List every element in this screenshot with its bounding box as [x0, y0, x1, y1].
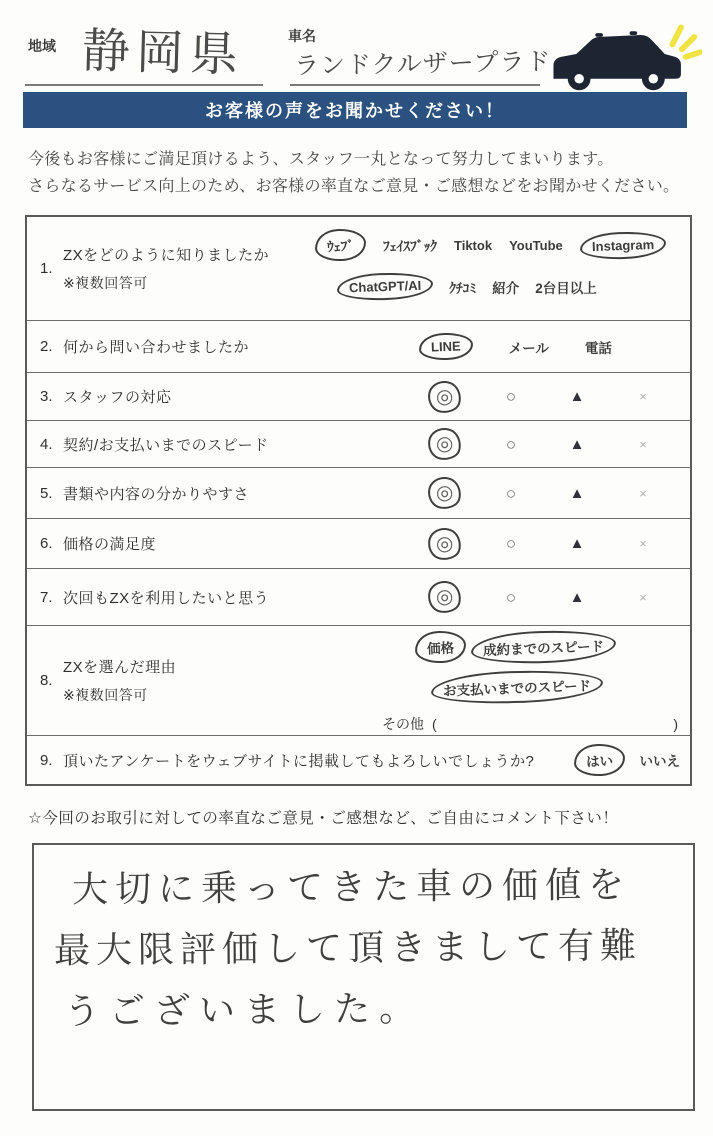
question-text: 次回もZXを利用したいと思う: [63, 589, 270, 607]
rating-excellent-selected: ◎: [426, 579, 463, 615]
rating-options: [412, 569, 676, 625]
q8-other-paren-open: (: [432, 716, 437, 732]
q8-other-label: その他: [382, 716, 424, 732]
q1-option-instagram-selected: Instagram: [579, 230, 666, 260]
survey-row-q1: [27, 217, 690, 321]
survey-row-q5: [27, 468, 690, 519]
q1-options: [315, 229, 687, 300]
question-note: ※複数回答可: [63, 275, 148, 291]
question-note: ※複数回答可: [63, 687, 148, 703]
rating-options: [412, 468, 676, 518]
rating-excellent-selected: ◎: [426, 426, 463, 462]
rating-fair: ▲: [569, 435, 585, 453]
q2-option-line-selected: LINE: [419, 332, 474, 361]
banner-title: お客様の声をお聞かせください！: [23, 92, 687, 128]
rating-fair: ▲: [569, 484, 585, 502]
question-text: 何から問い合わせましたか: [63, 339, 250, 356]
q8-other-paren-close: ): [673, 716, 678, 732]
question-block: [63, 656, 176, 705]
rating-poor: ×: [639, 436, 647, 452]
q1-option-chatgpt-ai-selected: ChatGPT/AI: [337, 271, 434, 301]
question-number: 8.: [40, 672, 53, 689]
q2-options: [419, 321, 612, 372]
rating-good: ○: [505, 534, 517, 553]
q9-option-yes-selected: はい: [573, 743, 625, 777]
survey-row-q2: [27, 321, 690, 373]
intro-line-1: 今後もお客様にご満足頂けるよう、スタッフ一丸となって努力してまいります。: [28, 151, 614, 168]
q1-option-web-selected: ｳｪﾌﾞ: [314, 228, 366, 262]
rating-poor: ×: [639, 485, 647, 501]
question-text: 契約/お支払いまでのスピード: [63, 436, 269, 454]
rating-options: [412, 519, 676, 568]
rating-fair: ▲: [569, 535, 585, 552]
q1-option-referral: 紹介: [492, 280, 520, 296]
question-text: 書類や内容の分かりやすさ: [63, 485, 250, 503]
rating-fair: ▲: [569, 388, 585, 405]
region-label: 地域: [28, 38, 56, 54]
question-number: 5.: [40, 484, 53, 502]
question-block: [63, 244, 269, 293]
rating-good: ○: [505, 387, 517, 406]
q1-option-word-of-mouth: ｸﾁｺﾐ: [449, 280, 477, 296]
q1-option-tiktok: Tiktok: [454, 237, 493, 253]
q8-option-payment-speed-selected: お支払いまでのスピード: [430, 668, 603, 706]
question-text: 頂いたアンケートをウェブサイトに掲載してもよろしいでしょうか?: [63, 752, 535, 770]
q1-options-row1: [315, 229, 687, 261]
rating-excellent-selected: ◎: [426, 526, 463, 562]
question-number: 4.: [40, 435, 53, 453]
rating-options: [412, 421, 676, 467]
comment-box: [32, 843, 695, 1111]
rating-good: ○: [505, 434, 517, 454]
q8-options-line2: [431, 671, 603, 703]
q8-option-price-selected: 価格: [414, 630, 466, 664]
rating-excellent-selected: ◎: [426, 475, 463, 511]
q1-option-youtube: YouTube: [509, 237, 563, 253]
comment-line-1: 大切に乗ってきた車の価値を: [71, 863, 632, 910]
suv-car-icon: [540, 16, 702, 99]
q9-option-no: いいえ: [639, 754, 680, 769]
q8-option-closing-speed-selected: 成約までのスピード: [470, 628, 616, 665]
question-number: 6.: [40, 535, 53, 552]
intro-paragraph: [28, 146, 679, 200]
survey-row-q9: [27, 736, 690, 784]
question-number: 2.: [40, 338, 53, 355]
region-underline: [25, 84, 263, 86]
q1-option-facebook: ﾌｪｲｽﾌﾞｯｸ: [383, 239, 437, 254]
question-number: 9.: [40, 751, 53, 769]
question-text: ZXをどのように知りましたか: [63, 247, 270, 264]
survey-row-q6: [27, 519, 690, 569]
rating-good: ○: [505, 587, 517, 607]
rating-poor: ×: [639, 536, 647, 551]
intro-line-2: さらなるサービス向上のため、お客様の率直なご意見・ご感想などをお聞かせください。: [28, 178, 680, 195]
question-text: ZXを選んだ理由: [63, 659, 177, 676]
rating-options: [412, 373, 676, 420]
q8-other-line: [382, 714, 678, 734]
rating-fair: ▲: [569, 588, 585, 606]
rating-poor: ×: [639, 389, 647, 404]
q1-option-second-car: 2台目以上: [535, 280, 597, 296]
sparkle-icon: [672, 27, 700, 56]
rating-poor: ×: [639, 589, 647, 605]
comment-heading: ☆今回のお取引に対しての率直なご意見・ご感想など、ご自由にコメント下さい！: [28, 810, 619, 827]
rating-good: ○: [505, 483, 517, 503]
comment-line-3: うございました。: [63, 987, 425, 1032]
rating-excellent-selected: ◎: [426, 379, 463, 415]
q2-option-phone: 電話: [584, 340, 612, 356]
question-number: 3.: [40, 388, 53, 405]
car-name-label: 車名: [288, 28, 316, 44]
region-handwritten-value: 静岡県: [81, 24, 245, 83]
survey-row-q8: [27, 626, 690, 736]
car-name-handwritten-value: ランドクルザープラド: [293, 47, 552, 81]
question-text: スタッフの対応: [63, 389, 172, 406]
question-number: 1.: [40, 260, 53, 277]
question-text: 価格の満足度: [63, 536, 157, 553]
survey-table: [25, 215, 692, 786]
q9-options: [574, 736, 681, 784]
survey-row-q7: [27, 569, 690, 626]
q8-options-line1: [415, 631, 616, 663]
question-number: 7.: [40, 588, 53, 606]
q1-options-row2: [337, 273, 687, 300]
car-name-underline: [290, 84, 540, 86]
survey-row-q4: [27, 421, 690, 468]
comment-line-2: 最大限評価して頂きまして有難: [53, 924, 643, 971]
survey-row-q3: [27, 373, 690, 421]
q2-option-mail: メール: [508, 340, 549, 356]
